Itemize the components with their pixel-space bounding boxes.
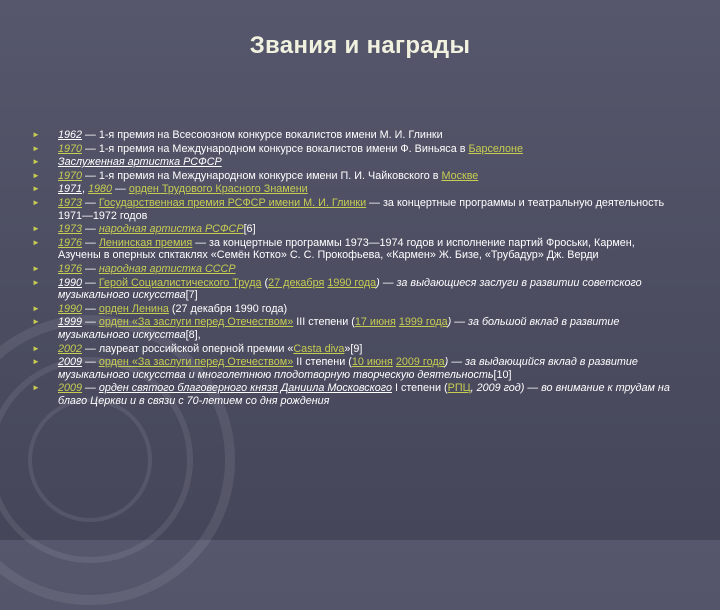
award-link[interactable]: 1976 [58, 236, 83, 249]
award-text: — лауреат российской оперной премии « [82, 342, 294, 355]
award-item [32, 237, 672, 262]
award-text: [10] [493, 368, 512, 381]
award-text: (27 декабря 1990 года) [168, 302, 288, 315]
award-link[interactable]: РПЦ [447, 382, 471, 395]
bullet-icon: ► [32, 263, 40, 273]
bullet-icon: ► [32, 343, 40, 353]
award-text: — [82, 316, 99, 329]
award-text: ) — за выдающиеся заслуги в развитии советского музыкального искусства [58, 276, 642, 302]
awards-list [32, 129, 672, 408]
award-text: [8], [185, 328, 201, 341]
award-item [32, 316, 672, 341]
award-link[interactable]: 2002 [58, 342, 83, 355]
award-text: — [82, 302, 99, 315]
award-link[interactable]: 27 декабря [268, 276, 325, 289]
award-item [32, 156, 672, 169]
bullet-icon: ► [32, 357, 40, 367]
award-link[interactable]: Casta diva [293, 342, 345, 355]
award-text: 1962 [58, 129, 83, 141]
award-text: 1990 [58, 276, 83, 289]
award-item [32, 277, 672, 302]
award-text: [7] [185, 289, 198, 302]
bullet-icon: ► [32, 170, 40, 180]
award-text: — [82, 262, 99, 275]
award-link[interactable]: орден «За заслуги перед Отечеством» [98, 316, 294, 329]
award-text: ) — за выдающийся вклад в развитие музыкального искусства и многолетнюю плодотворную творческую деятельность [58, 356, 638, 381]
award-text: — 1-я премия на Международном конкурсе имени П. И. Чайковского в [82, 169, 442, 182]
bullet-icon: ► [32, 277, 40, 287]
award-text: — [82, 223, 99, 236]
award-link[interactable]: 2009 года [395, 356, 445, 369]
award-link[interactable]: Москве [441, 169, 479, 182]
award-text: — [82, 356, 99, 369]
award-text: , 2009 год) — во внимание к трудам на благо Церкви и в связи с 70-летием со дня рождения [58, 382, 670, 407]
award-item [32, 263, 672, 276]
award-link[interactable]: 17 июня [354, 316, 396, 329]
award-link[interactable]: 1973 [58, 196, 83, 209]
award-text: — [82, 196, 99, 209]
award-item [32, 223, 672, 236]
award-item [32, 343, 672, 356]
award-item [32, 356, 672, 381]
award-text: — 1-я премия на Всесоюзном конкурсе вокалистов имени М. И. Глинки [82, 129, 443, 141]
award-text: — [112, 183, 129, 196]
award-item [32, 197, 672, 222]
award-text: — [82, 236, 99, 249]
award-item [32, 143, 672, 156]
award-text: — 1-я премия на Международном конкурсе вокалистов имени Ф. Виньяса в [82, 142, 469, 155]
award-link[interactable]: народная артистка РСФСР [98, 223, 244, 236]
bullet-icon: ► [32, 184, 40, 194]
award-link[interactable]: орден Трудового Красного Знамени [128, 183, 308, 196]
award-item [32, 129, 672, 142]
award-link[interactable]: народная артистка СССР [98, 262, 236, 275]
award-text: [6] [243, 223, 256, 236]
bullet-icon: ► [32, 143, 40, 153]
award-link[interactable]: орден Ленина [98, 302, 169, 315]
bullet-icon: ► [32, 157, 40, 167]
award-text: Заслуженная артистка РСФСР [58, 156, 222, 169]
slide-title: Звания и награды [249, 32, 471, 59]
award-text: I степени ( [391, 382, 448, 395]
award-text: орден святого благоверного князя Даниила Московского [98, 382, 392, 395]
award-text: 2009 [58, 356, 83, 369]
award-link[interactable]: 1976 [58, 262, 83, 275]
award-link[interactable]: 1973 [58, 223, 83, 236]
award-text: — за концертные программы и театральную деятельность 1971—1972 годов [58, 196, 665, 222]
award-text: — за концертные программы 1973—1974 годов и исполнение партий Фроськи, Кармен, Азучены в оперных спктаклях «Семён Котко» С. С. Прокофьева, «Кармен» Ж. Бизе, «Трубадур» Дж. Верди [58, 236, 635, 262]
award-item [32, 170, 672, 183]
award-link[interactable]: Герой Социалистического Труда [98, 276, 262, 289]
award-item [32, 183, 672, 196]
award-text: »[9] [344, 342, 363, 355]
award-link[interactable]: 1999 года [398, 316, 448, 329]
award-text: ( [261, 276, 269, 289]
award-text: 1999 [58, 316, 83, 329]
award-text: , [82, 183, 89, 196]
bullet-icon: ► [32, 237, 40, 247]
bullet-icon: ► [32, 224, 40, 234]
award-text: — [82, 276, 99, 289]
award-link[interactable]: 2009 [58, 382, 83, 395]
award-link[interactable]: 1970 [58, 142, 83, 155]
award-text: — [82, 382, 99, 395]
award-link[interactable]: Ленинская премия [98, 236, 193, 249]
award-text: II степени ( [293, 356, 352, 369]
award-item [32, 303, 672, 316]
award-text: 1971 [58, 183, 83, 196]
award-link[interactable]: 1980 [88, 183, 113, 196]
award-text: ) — за большой вклад в развитие музыкального искусства [58, 316, 620, 341]
bullet-icon: ► [32, 383, 40, 393]
award-text: III степени ( [293, 316, 355, 329]
award-link[interactable]: 1970 [58, 169, 83, 182]
award-link[interactable]: 10 июня [351, 356, 393, 369]
bullet-icon: ► [32, 317, 40, 327]
award-link[interactable]: Государственная премия РСФСР имени М. И. Глинки [98, 196, 367, 209]
award-link[interactable]: орден «За заслуги перед Отечеством» [98, 356, 294, 369]
award-link[interactable]: 1990 [58, 302, 83, 315]
bullet-icon: ► [32, 303, 40, 313]
award-link[interactable]: 1990 года [327, 276, 377, 289]
bullet-icon: ► [32, 197, 40, 207]
award-item [32, 382, 672, 407]
bullet-icon: ► [32, 130, 40, 139]
award-link[interactable]: Барселоне [468, 142, 523, 155]
